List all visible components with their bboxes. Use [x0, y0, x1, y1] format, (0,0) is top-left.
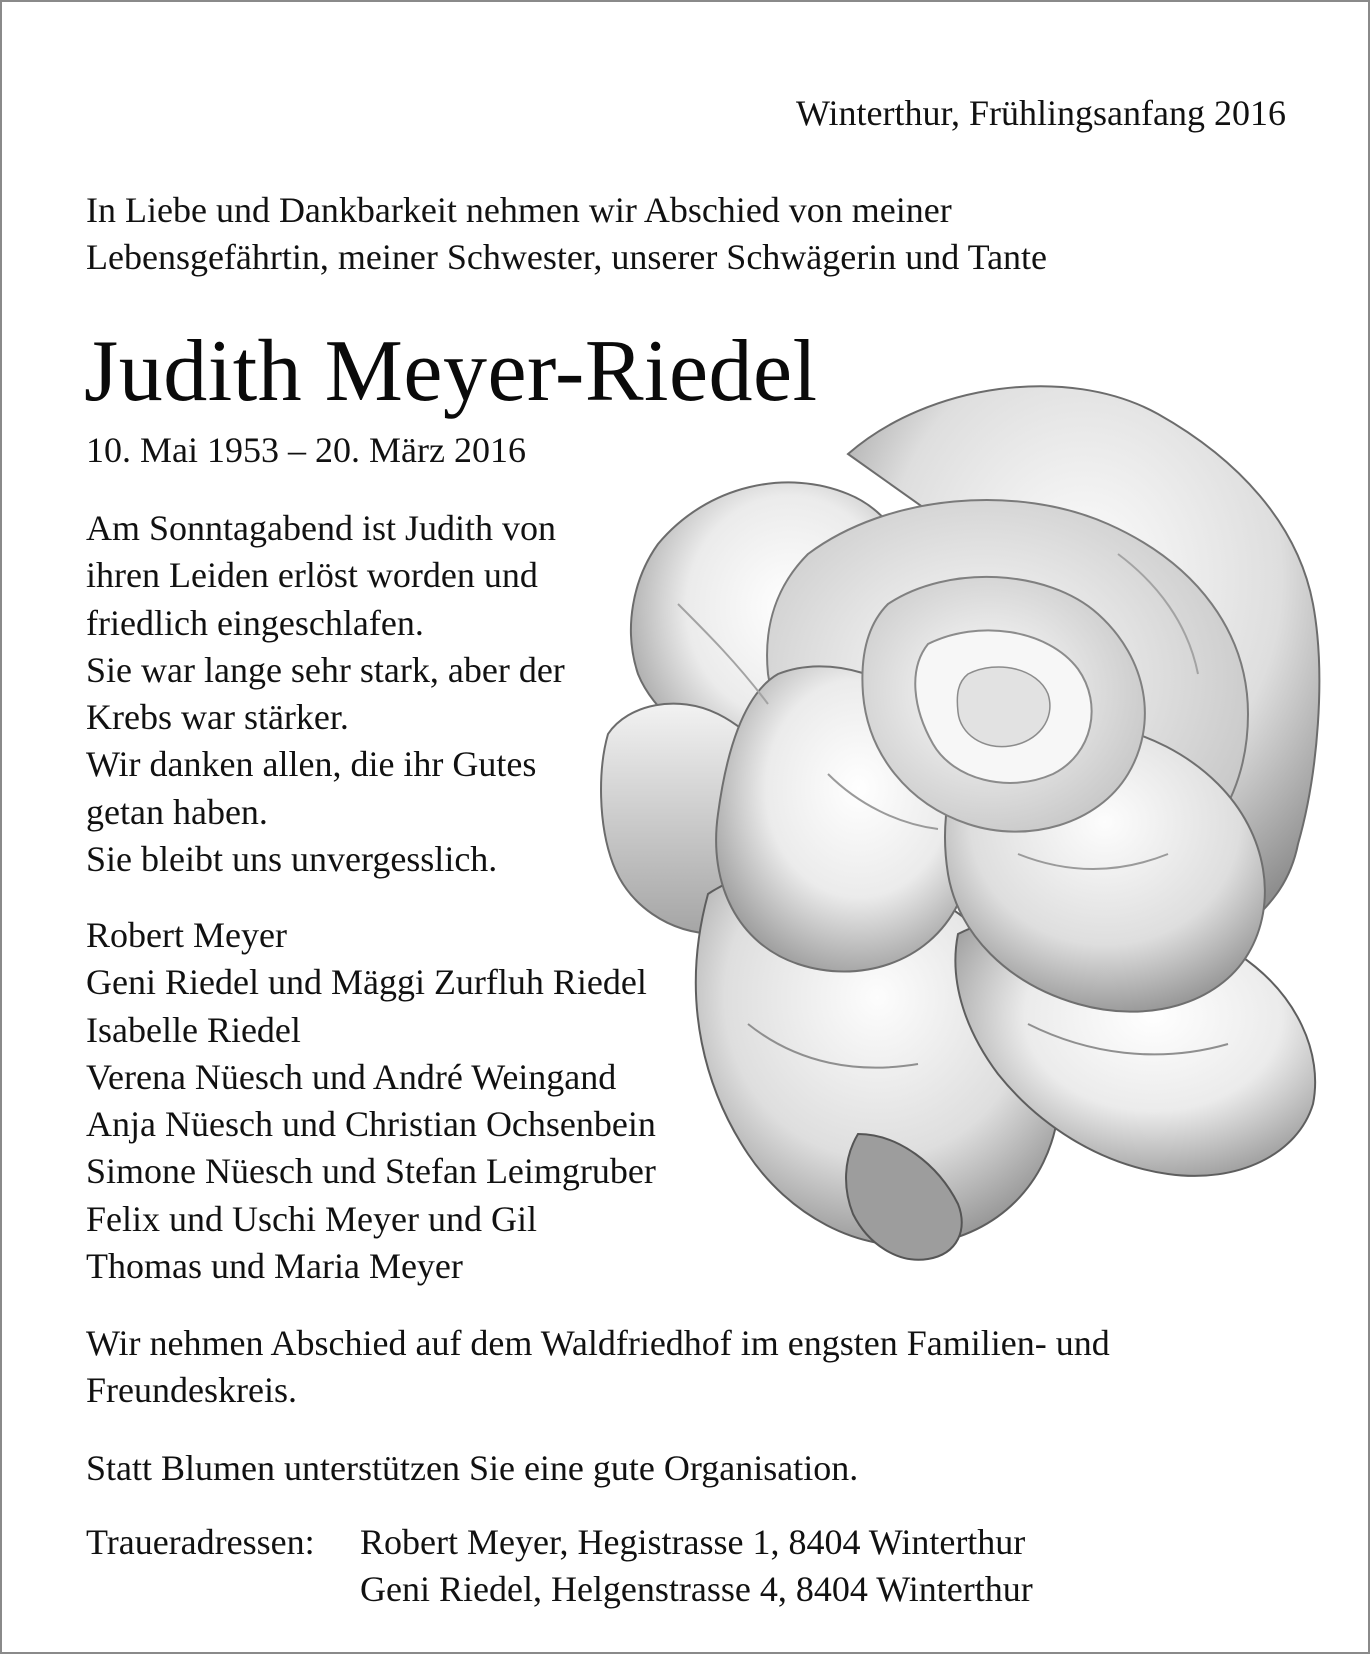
flowers-note: Statt Blumen unterstützen Sie eine gute Organisation. [86, 1448, 859, 1488]
mourner-entry: Anja Nüesch und Christian Ochsenbein [86, 1104, 656, 1145]
message-line: friedlich eingeschlafen. [86, 602, 424, 643]
life-dates: 10. Mai 1953 – 20. März 2016 [86, 430, 526, 470]
farewell-line: Wir nehmen Abschied auf dem Waldfriedhof im engsten Familien- und [86, 1323, 1110, 1363]
address-entry: Robert Meyer, Hegistrasse 1, 8404 Winterthur [360, 1522, 1026, 1562]
intro-line: Lebensgefährtin, meiner Schwester, unserer Schwägerin und Tante [86, 236, 1048, 277]
mourner-entry: Felix und Uschi Meyer und Gil [86, 1198, 537, 1239]
message-line: Am Sonntagabend ist Judith von [86, 508, 556, 548]
place-and-date: Winterthur, Frühlingsanfang 2016 [795, 93, 1286, 133]
mourner-entry: Thomas und Maria Meyer [86, 1246, 463, 1287]
mourner-entry: Geni Riedel und Mäggi Zurfluh Riedel [86, 962, 647, 1003]
message-line: Sie bleibt uns unvergesslich. [86, 839, 498, 880]
mourner-entry: Isabelle Riedel [86, 1009, 301, 1050]
addresses-label: Traueradressen: [86, 1522, 315, 1562]
message-line: getan haben. [86, 791, 268, 832]
farewell-note [86, 1320, 1110, 1415]
address-entry: Geni Riedel, Helgenstrasse 4, 8404 Winterthur [360, 1569, 1033, 1610]
mourner-entry: Simone Nüesch und Stefan Leimgruber [86, 1151, 656, 1192]
addresses-list [360, 1519, 1033, 1614]
memorial-message [86, 505, 565, 883]
farewell-line: Freundeskreis. [86, 1370, 297, 1411]
message-line: Wir danken allen, die ihr Gutes [86, 744, 537, 785]
message-line: Sie war lange sehr stark, aber der [86, 649, 565, 690]
mourner-entry: Robert Meyer [86, 915, 287, 955]
mourner-entry: Verena Nüesch und André Weingand [86, 1056, 617, 1097]
white-rose-icon [598, 374, 1328, 1274]
message-line: ihren Leiden erlöst worden und [86, 555, 538, 596]
message-line: Krebs war stärker. [86, 697, 349, 738]
mourners-list [86, 912, 656, 1290]
intro-text [86, 187, 1047, 280]
deceased-name: Judith Meyer-Riedel [84, 323, 818, 420]
intro-line: In Liebe und Dankbarkeit nehmen wir Abschied von meiner [86, 190, 952, 230]
